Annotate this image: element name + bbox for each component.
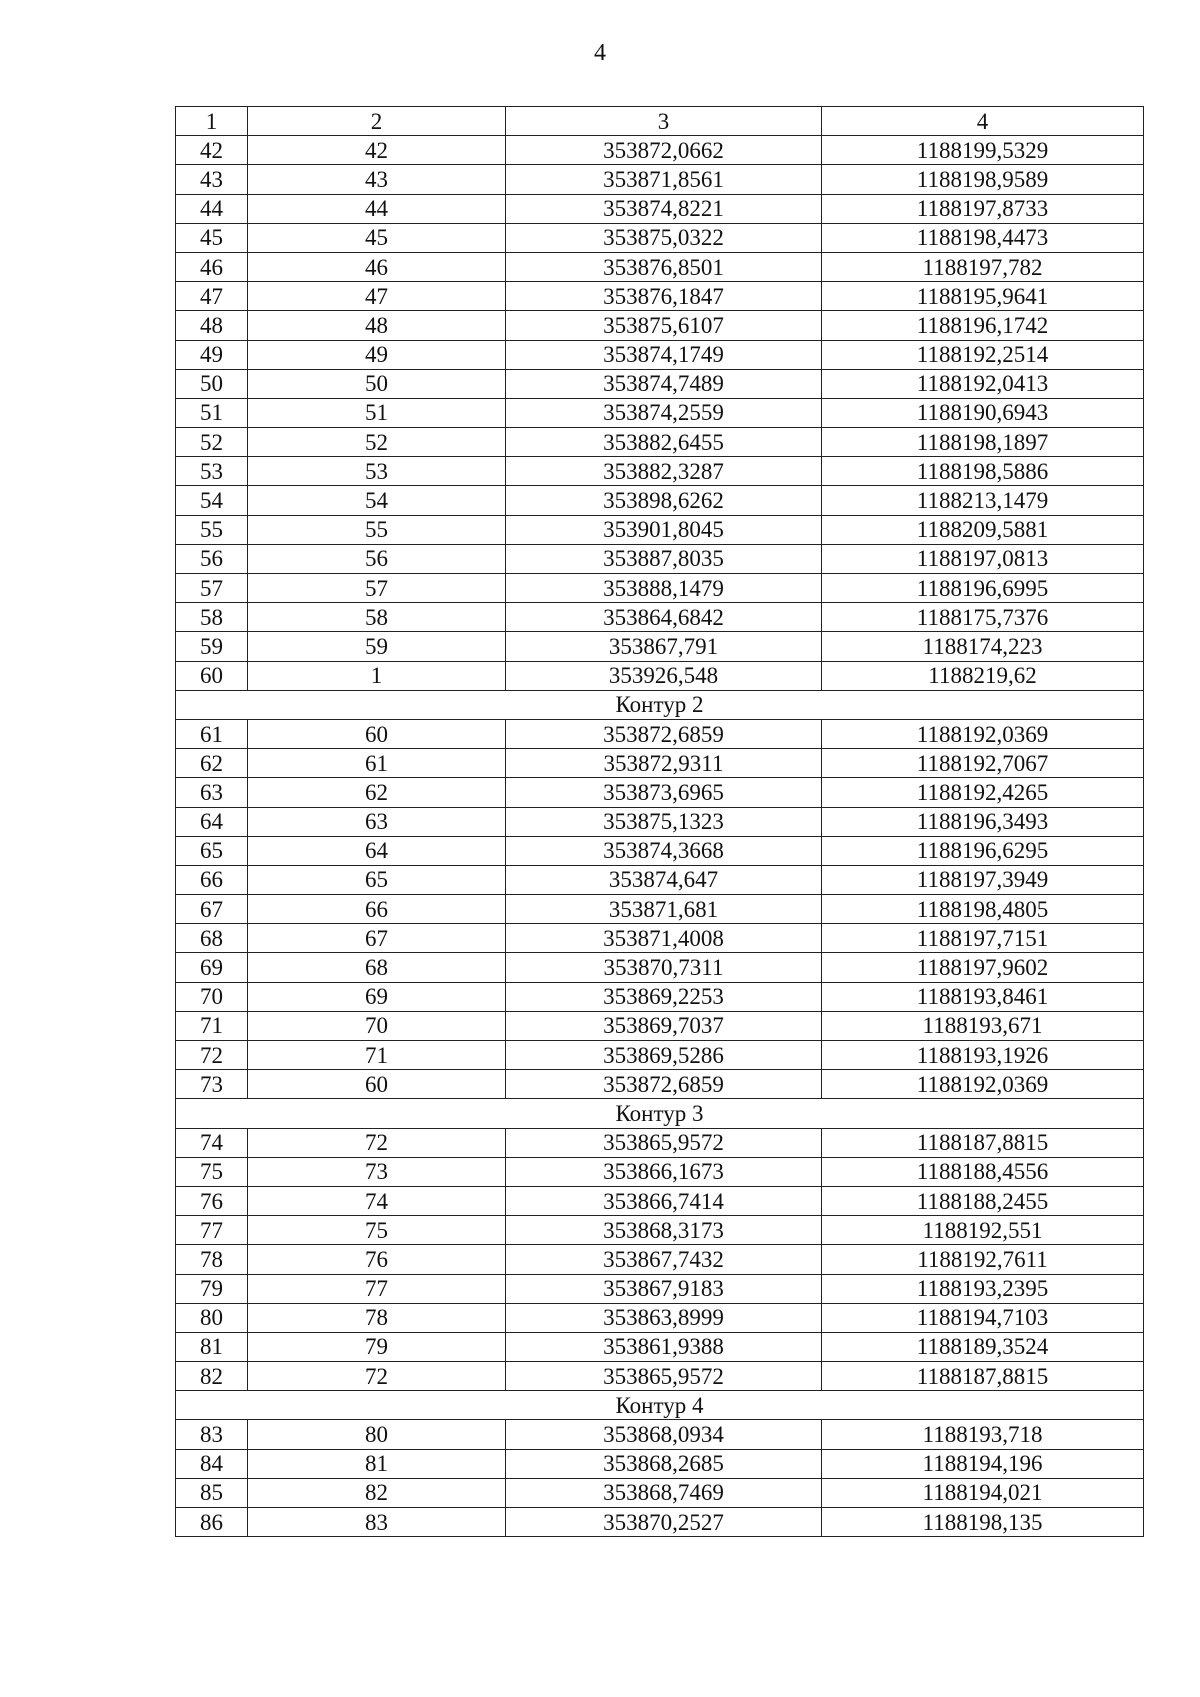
row-number-cell: 68 xyxy=(176,924,248,953)
x-coordinate-cell: 353871,4008 xyxy=(506,924,822,953)
row-number-cell: 69 xyxy=(176,953,248,982)
point-number-cell: 60 xyxy=(248,719,506,748)
y-coordinate-cell: 1188213,1479 xyxy=(822,486,1144,515)
table-row xyxy=(176,1216,1144,1245)
y-coordinate-cell: 1188198,1897 xyxy=(822,428,1144,457)
table-row xyxy=(176,719,1144,748)
y-coordinate-cell: 1188194,196 xyxy=(822,1449,1144,1478)
row-number-cell: 86 xyxy=(176,1508,248,1537)
table-row xyxy=(176,1070,1144,1099)
row-number-cell: 81 xyxy=(176,1332,248,1361)
y-coordinate-cell: 1188198,4473 xyxy=(822,223,1144,252)
row-number-cell: 79 xyxy=(176,1274,248,1303)
y-coordinate-cell: 1188192,0369 xyxy=(822,719,1144,748)
y-coordinate-cell: 1188194,7103 xyxy=(822,1303,1144,1332)
coordinates-table-body xyxy=(176,107,1144,1537)
y-coordinate-cell: 1188209,5881 xyxy=(822,515,1144,544)
x-coordinate-cell: 353869,5286 xyxy=(506,1041,822,1070)
section-header-row xyxy=(176,1391,1144,1420)
row-number-cell: 56 xyxy=(176,544,248,573)
point-number-cell: 56 xyxy=(248,544,506,573)
x-coordinate-cell: 353874,2559 xyxy=(506,398,822,427)
y-coordinate-cell: 1188197,782 xyxy=(822,252,1144,281)
x-coordinate-cell: 353872,6859 xyxy=(506,1070,822,1099)
row-number-cell: 48 xyxy=(176,311,248,340)
row-number-cell: 63 xyxy=(176,778,248,807)
y-coordinate-cell: 1188198,4805 xyxy=(822,895,1144,924)
point-number-cell: 72 xyxy=(248,1128,506,1157)
table-row xyxy=(176,807,1144,836)
y-coordinate-cell: 1188193,8461 xyxy=(822,982,1144,1011)
section-header-row xyxy=(176,1099,1144,1128)
table-row xyxy=(176,1186,1144,1215)
point-number-cell: 74 xyxy=(248,1186,506,1215)
x-coordinate-cell: 353872,0662 xyxy=(506,136,822,165)
x-coordinate-cell: 353871,8561 xyxy=(506,165,822,194)
x-coordinate-cell: 353888,1479 xyxy=(506,574,822,603)
point-number-cell: 48 xyxy=(248,311,506,340)
point-number-cell: 82 xyxy=(248,1478,506,1507)
row-number-cell: 84 xyxy=(176,1449,248,1478)
x-coordinate-cell: 353867,9183 xyxy=(506,1274,822,1303)
y-coordinate-cell: 1188197,9602 xyxy=(822,953,1144,982)
x-coordinate-cell: 353872,9311 xyxy=(506,749,822,778)
row-number-cell: 47 xyxy=(176,282,248,311)
x-coordinate-cell: 353874,3668 xyxy=(506,836,822,865)
point-number-cell: 69 xyxy=(248,982,506,1011)
point-number-cell: 55 xyxy=(248,515,506,544)
row-number-cell: 61 xyxy=(176,719,248,748)
table-row xyxy=(176,661,1144,690)
table-row xyxy=(176,223,1144,252)
table-row xyxy=(176,1128,1144,1157)
row-number-cell: 62 xyxy=(176,749,248,778)
row-number-cell: 52 xyxy=(176,428,248,457)
point-number-cell: 59 xyxy=(248,632,506,661)
row-number-cell: 75 xyxy=(176,1157,248,1186)
row-number-cell: 76 xyxy=(176,1186,248,1215)
y-coordinate-cell: 1188192,0413 xyxy=(822,369,1144,398)
section-header-row xyxy=(176,690,1144,719)
point-number-cell: 52 xyxy=(248,428,506,457)
section-title: Контур 3 xyxy=(176,1099,1144,1128)
y-coordinate-cell: 1188197,0813 xyxy=(822,544,1144,573)
table-row xyxy=(176,632,1144,661)
row-number-cell: 85 xyxy=(176,1478,248,1507)
x-coordinate-cell: 353869,2253 xyxy=(506,982,822,1011)
table-row xyxy=(176,1449,1144,1478)
point-number-cell: 80 xyxy=(248,1420,506,1449)
table-row xyxy=(176,982,1144,1011)
row-number-cell: 83 xyxy=(176,1420,248,1449)
y-coordinate-cell: 1188196,6995 xyxy=(822,574,1144,603)
point-number-cell: 83 xyxy=(248,1508,506,1537)
y-coordinate-cell: 1188193,671 xyxy=(822,1011,1144,1040)
point-number-cell: 46 xyxy=(248,252,506,281)
point-number-cell: 61 xyxy=(248,749,506,778)
x-coordinate-cell: 353875,1323 xyxy=(506,807,822,836)
x-coordinate-cell: 353874,7489 xyxy=(506,369,822,398)
x-coordinate-cell: 353868,7469 xyxy=(506,1478,822,1507)
point-number-cell: 63 xyxy=(248,807,506,836)
table-row xyxy=(176,369,1144,398)
y-coordinate-cell: 1188198,5886 xyxy=(822,457,1144,486)
table-row xyxy=(176,252,1144,281)
table-row xyxy=(176,603,1144,632)
y-coordinate-cell: 1188198,9589 xyxy=(822,165,1144,194)
y-coordinate-cell: 1188198,135 xyxy=(822,1508,1144,1537)
row-number-cell: 51 xyxy=(176,398,248,427)
row-number-cell: 77 xyxy=(176,1216,248,1245)
table-row xyxy=(176,778,1144,807)
table-row xyxy=(176,895,1144,924)
point-number-cell: 76 xyxy=(248,1245,506,1274)
point-number-cell: 79 xyxy=(248,1332,506,1361)
table-row xyxy=(176,1303,1144,1332)
table-row xyxy=(176,1332,1144,1361)
point-number-cell: 68 xyxy=(248,953,506,982)
row-number-cell: 50 xyxy=(176,369,248,398)
x-coordinate-cell: 353882,6455 xyxy=(506,428,822,457)
x-coordinate-cell: 353863,8999 xyxy=(506,1303,822,1332)
row-number-cell: 80 xyxy=(176,1303,248,1332)
point-number-cell: 66 xyxy=(248,895,506,924)
y-coordinate-cell: 1188197,3949 xyxy=(822,865,1144,894)
x-coordinate-cell: 353870,7311 xyxy=(506,953,822,982)
x-coordinate-cell: 353868,2685 xyxy=(506,1449,822,1478)
point-number-cell: 77 xyxy=(248,1274,506,1303)
row-number-cell: 54 xyxy=(176,486,248,515)
row-number-cell: 43 xyxy=(176,165,248,194)
x-coordinate-cell: 353926,548 xyxy=(506,661,822,690)
point-number-cell: 54 xyxy=(248,486,506,515)
point-number-cell: 45 xyxy=(248,223,506,252)
header-cell-4: 4 xyxy=(822,107,1144,136)
y-coordinate-cell: 1188188,4556 xyxy=(822,1157,1144,1186)
point-number-cell: 73 xyxy=(248,1157,506,1186)
x-coordinate-cell: 353864,6842 xyxy=(506,603,822,632)
point-number-cell: 62 xyxy=(248,778,506,807)
table-row xyxy=(176,1478,1144,1507)
y-coordinate-cell: 1188219,62 xyxy=(822,661,1144,690)
y-coordinate-cell: 1188192,2514 xyxy=(822,340,1144,369)
row-number-cell: 58 xyxy=(176,603,248,632)
point-number-cell: 50 xyxy=(248,369,506,398)
table-row xyxy=(176,836,1144,865)
y-coordinate-cell: 1188188,2455 xyxy=(822,1186,1144,1215)
y-coordinate-cell: 1188189,3524 xyxy=(822,1332,1144,1361)
table-row xyxy=(176,749,1144,778)
x-coordinate-cell: 353876,1847 xyxy=(506,282,822,311)
coordinates-table xyxy=(175,106,1144,1537)
y-coordinate-cell: 1188192,551 xyxy=(822,1216,1144,1245)
table-row xyxy=(176,515,1144,544)
point-number-cell: 53 xyxy=(248,457,506,486)
row-number-cell: 64 xyxy=(176,807,248,836)
table-row xyxy=(176,953,1144,982)
row-number-cell: 74 xyxy=(176,1128,248,1157)
x-coordinate-cell: 353866,7414 xyxy=(506,1186,822,1215)
y-coordinate-cell: 1188193,718 xyxy=(822,1420,1144,1449)
point-number-cell: 60 xyxy=(248,1070,506,1099)
point-number-cell: 75 xyxy=(248,1216,506,1245)
row-number-cell: 59 xyxy=(176,632,248,661)
y-coordinate-cell: 1188195,9641 xyxy=(822,282,1144,311)
table-row xyxy=(176,1245,1144,1274)
y-coordinate-cell: 1188190,6943 xyxy=(822,398,1144,427)
x-coordinate-cell: 353882,3287 xyxy=(506,457,822,486)
row-number-cell: 44 xyxy=(176,194,248,223)
y-coordinate-cell: 1188194,021 xyxy=(822,1478,1144,1507)
x-coordinate-cell: 353865,9572 xyxy=(506,1128,822,1157)
y-coordinate-cell: 1188197,7151 xyxy=(822,924,1144,953)
y-coordinate-cell: 1188187,8815 xyxy=(822,1128,1144,1157)
header-cell-2: 2 xyxy=(248,107,506,136)
x-coordinate-cell: 353861,9388 xyxy=(506,1332,822,1361)
row-number-cell: 73 xyxy=(176,1070,248,1099)
point-number-cell: 47 xyxy=(248,282,506,311)
table-row xyxy=(176,574,1144,603)
y-coordinate-cell: 1188174,223 xyxy=(822,632,1144,661)
header-cell-3: 3 xyxy=(506,107,822,136)
section-title: Контур 2 xyxy=(176,690,1144,719)
row-number-cell: 46 xyxy=(176,252,248,281)
table-row xyxy=(176,398,1144,427)
table-row xyxy=(176,1274,1144,1303)
table-header-row xyxy=(176,107,1144,136)
x-coordinate-cell: 353870,2527 xyxy=(506,1508,822,1537)
row-number-cell: 70 xyxy=(176,982,248,1011)
point-number-cell: 49 xyxy=(248,340,506,369)
x-coordinate-cell: 353868,0934 xyxy=(506,1420,822,1449)
row-number-cell: 66 xyxy=(176,865,248,894)
table-row xyxy=(176,136,1144,165)
row-number-cell: 78 xyxy=(176,1245,248,1274)
table-row xyxy=(176,544,1144,573)
x-coordinate-cell: 353873,6965 xyxy=(506,778,822,807)
table-row xyxy=(176,457,1144,486)
row-number-cell: 49 xyxy=(176,340,248,369)
x-coordinate-cell: 353869,7037 xyxy=(506,1011,822,1040)
y-coordinate-cell: 1188196,6295 xyxy=(822,836,1144,865)
x-coordinate-cell: 353868,3173 xyxy=(506,1216,822,1245)
x-coordinate-cell: 353875,0322 xyxy=(506,223,822,252)
table-row xyxy=(176,165,1144,194)
table-row xyxy=(176,1041,1144,1070)
x-coordinate-cell: 353866,1673 xyxy=(506,1157,822,1186)
x-coordinate-cell: 353875,6107 xyxy=(506,311,822,340)
header-cell-1: 1 xyxy=(176,107,248,136)
point-number-cell: 70 xyxy=(248,1011,506,1040)
row-number-cell: 82 xyxy=(176,1362,248,1391)
table-row xyxy=(176,282,1144,311)
table-row xyxy=(176,924,1144,953)
x-coordinate-cell: 353874,1749 xyxy=(506,340,822,369)
y-coordinate-cell: 1188192,7611 xyxy=(822,1245,1144,1274)
row-number-cell: 72 xyxy=(176,1041,248,1070)
table-row xyxy=(176,428,1144,457)
y-coordinate-cell: 1188175,7376 xyxy=(822,603,1144,632)
point-number-cell: 64 xyxy=(248,836,506,865)
y-coordinate-cell: 1188193,1926 xyxy=(822,1041,1144,1070)
point-number-cell: 43 xyxy=(248,165,506,194)
y-coordinate-cell: 1188196,3493 xyxy=(822,807,1144,836)
y-coordinate-cell: 1188192,4265 xyxy=(822,778,1144,807)
x-coordinate-cell: 353887,8035 xyxy=(506,544,822,573)
table-row xyxy=(176,1508,1144,1537)
x-coordinate-cell: 353876,8501 xyxy=(506,252,822,281)
x-coordinate-cell: 353865,9572 xyxy=(506,1362,822,1391)
y-coordinate-cell: 1188193,2395 xyxy=(822,1274,1144,1303)
row-number-cell: 65 xyxy=(176,836,248,865)
point-number-cell: 81 xyxy=(248,1449,506,1478)
row-number-cell: 57 xyxy=(176,574,248,603)
table-row xyxy=(176,340,1144,369)
x-coordinate-cell: 353898,6262 xyxy=(506,486,822,515)
x-coordinate-cell: 353871,681 xyxy=(506,895,822,924)
point-number-cell: 1 xyxy=(248,661,506,690)
y-coordinate-cell: 1188187,8815 xyxy=(822,1362,1144,1391)
point-number-cell: 58 xyxy=(248,603,506,632)
y-coordinate-cell: 1188199,5329 xyxy=(822,136,1144,165)
y-coordinate-cell: 1188192,0369 xyxy=(822,1070,1144,1099)
point-number-cell: 67 xyxy=(248,924,506,953)
table-row xyxy=(176,194,1144,223)
y-coordinate-cell: 1188197,8733 xyxy=(822,194,1144,223)
x-coordinate-cell: 353874,647 xyxy=(506,865,822,894)
x-coordinate-cell: 353867,791 xyxy=(506,632,822,661)
table-row xyxy=(176,1420,1144,1449)
table-row xyxy=(176,1157,1144,1186)
x-coordinate-cell: 353901,8045 xyxy=(506,515,822,544)
point-number-cell: 51 xyxy=(248,398,506,427)
point-number-cell: 65 xyxy=(248,865,506,894)
table-row xyxy=(176,865,1144,894)
x-coordinate-cell: 353867,7432 xyxy=(506,1245,822,1274)
point-number-cell: 42 xyxy=(248,136,506,165)
row-number-cell: 53 xyxy=(176,457,248,486)
table-row xyxy=(176,311,1144,340)
point-number-cell: 44 xyxy=(248,194,506,223)
section-title: Контур 4 xyxy=(176,1391,1144,1420)
table-row xyxy=(176,1362,1144,1391)
table-row xyxy=(176,486,1144,515)
point-number-cell: 57 xyxy=(248,574,506,603)
row-number-cell: 42 xyxy=(176,136,248,165)
point-number-cell: 72 xyxy=(248,1362,506,1391)
point-number-cell: 78 xyxy=(248,1303,506,1332)
x-coordinate-cell: 353872,6859 xyxy=(506,719,822,748)
row-number-cell: 60 xyxy=(176,661,248,690)
page-number: 4 xyxy=(594,40,606,66)
y-coordinate-cell: 1188192,7067 xyxy=(822,749,1144,778)
row-number-cell: 55 xyxy=(176,515,248,544)
table-row xyxy=(176,1011,1144,1040)
x-coordinate-cell: 353874,8221 xyxy=(506,194,822,223)
y-coordinate-cell: 1188196,1742 xyxy=(822,311,1144,340)
point-number-cell: 71 xyxy=(248,1041,506,1070)
row-number-cell: 67 xyxy=(176,895,248,924)
row-number-cell: 45 xyxy=(176,223,248,252)
row-number-cell: 71 xyxy=(176,1011,248,1040)
